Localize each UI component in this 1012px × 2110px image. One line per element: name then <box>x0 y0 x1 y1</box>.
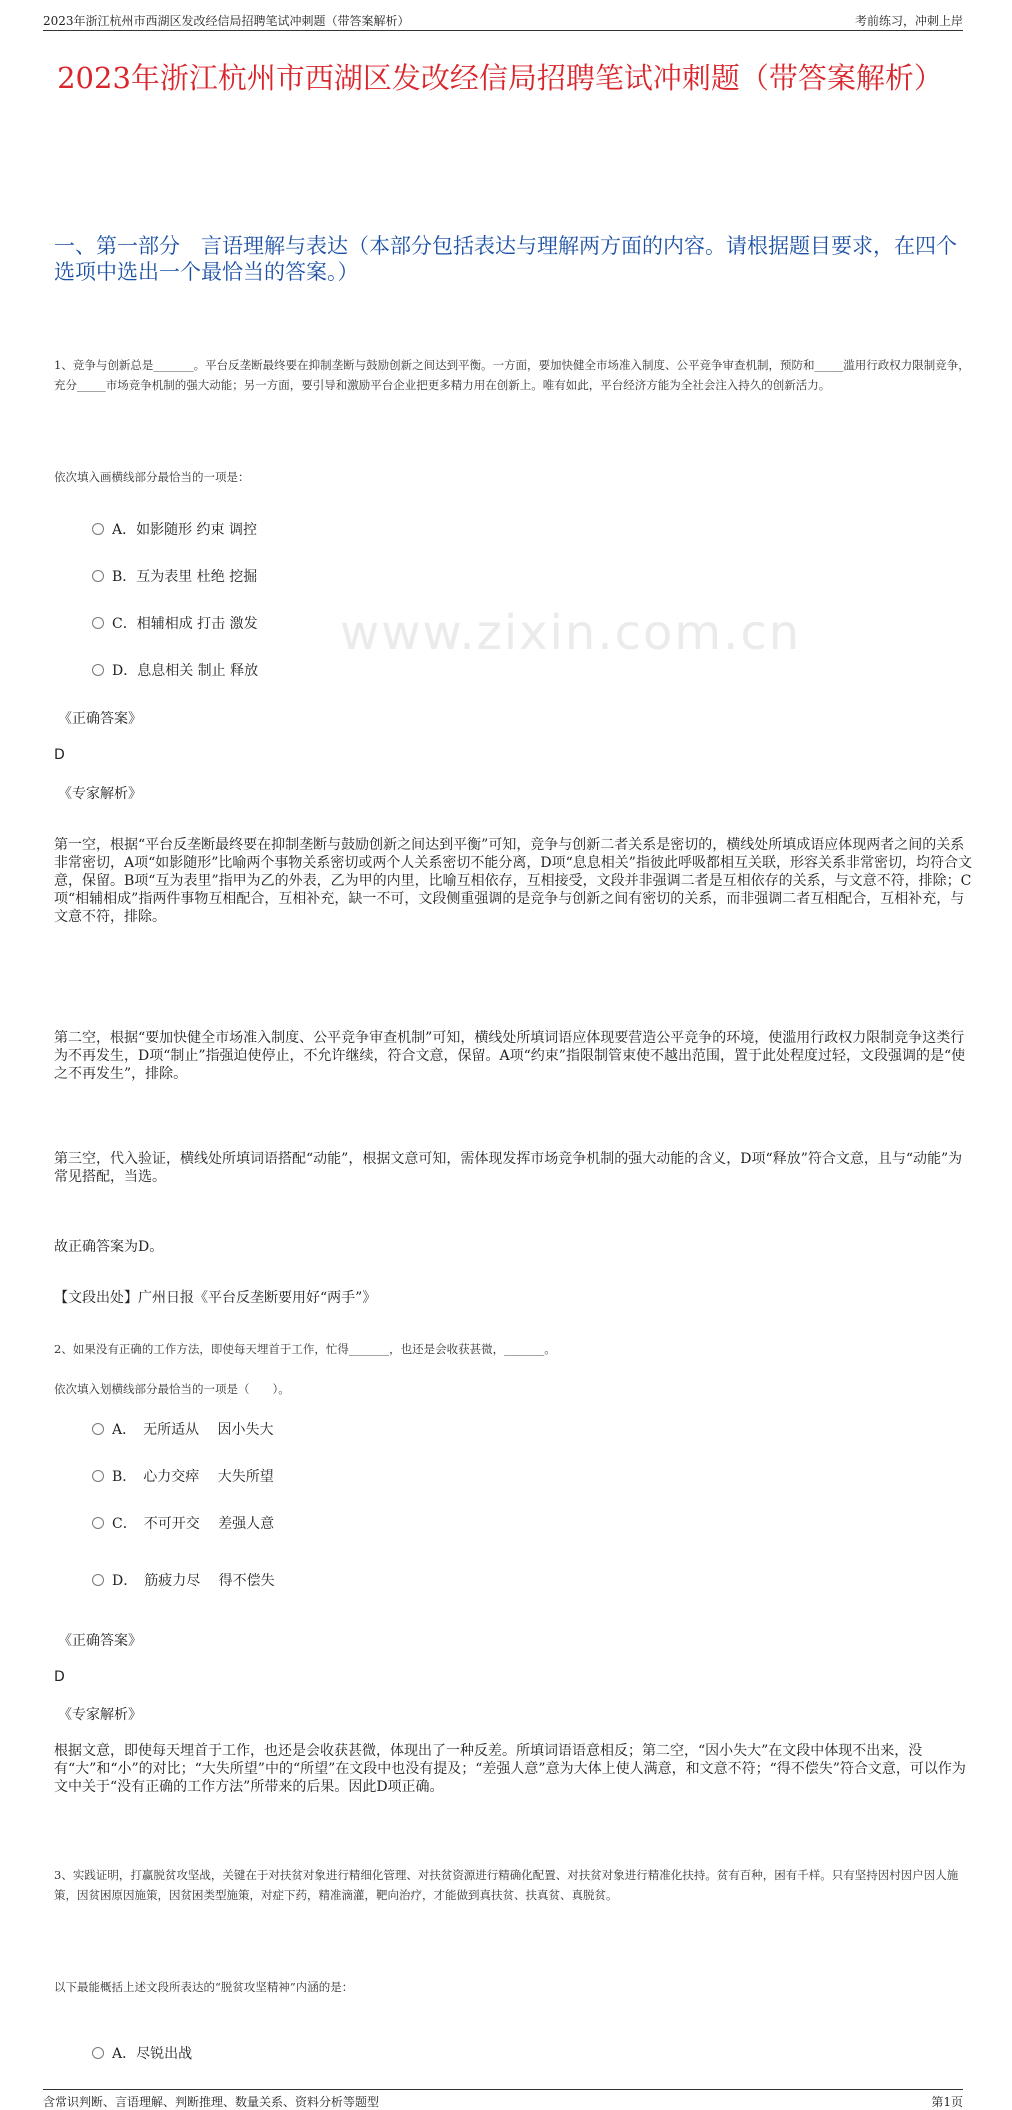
question-1-analysis-p2: 第二空，根据“要加快健全市场准入制度、公平竞争审查机制”可知，横线处所填词语应体现要营造公平竞争的环境，使滥用行政权力限制竞争这类行为不再发生，D项“制止”指强迫使停止，不允许继续，符合文意，保留。A项“约束”指限制管束使不越出范围，置于此处程度过轻，文段强调的是“使之不再发生”，排除。 <box>54 1030 966 1082</box>
option-label: A．如影随形 约束 调控 <box>112 522 258 538</box>
option-label: D． 筋疲力尽 得不偿失 <box>112 1573 275 1589</box>
footer-text: 含常识判断、言语理解、判断推理、数量关系、资料分析等题型 <box>43 2095 380 2109</box>
radio-icon[interactable] <box>92 570 104 582</box>
question-2-answer: D <box>54 1669 65 1685</box>
radio-icon[interactable] <box>92 1517 104 1529</box>
watermark: www.zixin.com.cn <box>340 605 802 661</box>
question-1-answer: D <box>54 747 65 763</box>
question-2-text: 2、如果没有正确的工作方法，即使每天埋首于工作，忙得_______，也还是会收获甚微，_______。 <box>54 1342 556 1356</box>
question-1-analysis-p1: 第一空，根据“平台反垄断最终要在抑制垄断与鼓励创新之间达到平衡”可知，竞争与创新二者关系是密切的，横线处所填成语应体现两者之间的关系非常密切，A项“如影随形”比喻两个事物关系密切或两个人关系密切不能分离，D项“息息相关”指彼此呼吸都相互关联，形容关系非常密切，均符合文意，保留。B项“互为表里”指甲为乙的外表，乙为甲的内里，比喻互相依存，互相接受，文段并非强调二者是互相依存的关系，与文意不符，排除；C项“相辅相成”指两件事物互相配合，互相补充，缺一不可，文段侧重强调的是竞争与创新之间有密切的关系，而非强调二者互相配合，互相补充，与文意不符，排除。 <box>54 837 972 925</box>
option-label: D．息息相关 制止 释放 <box>112 663 259 679</box>
page-number: 第1页 <box>931 2095 963 2109</box>
question-1-source: 【文段出处】广州日报《平台反垄断要用好“两手”》 <box>54 1290 377 1306</box>
radio-icon[interactable] <box>92 664 104 676</box>
option-label: C．相辅相成 打击 激发 <box>112 616 258 632</box>
question-1-option-a[interactable] <box>92 519 1012 539</box>
option-label: A．尽锐出战 <box>112 2046 193 2062</box>
question-2-analysis: 根据文意，即使每天埋首于工作，也还是会收获甚微，体现出了一种反差。所填词语语意相反；第二空，“因小失大”在文段中体现不出来，没有“大”和“小”的对比；“大失所望”中的“所望”在文段中也没有提及；“差强人意”意为大体上使人满意，和文意不符；“得不偿失”符合文意，可以作为文中关于“没有正确的工作方法”所带来的后果。因此D项正确。 <box>54 1743 966 1795</box>
page-title: 2023年浙江杭州市西湖区发改经信局招聘笔试冲刺题（带答案解析） <box>57 61 943 95</box>
question-1-option-c[interactable] <box>92 613 1012 633</box>
question-1-text: 1、竞争与创新总是_______。平台反垄断最终要在抑制垄断与鼓励创新之间达到平衡。一方面，要加快健全市场准入制度、公平竞争审查机制，预防和_____滥用行政权力限制竞争，充分_____市场竞争机制的强大动能；另一方面，要引导和激励平台企业把更多精力用在创新上。唯有如此，平台经济方能为全社会注入持久的创新活力。 <box>54 358 970 392</box>
question-1-option-b[interactable] <box>92 566 1012 586</box>
question-1-answer-label: 《正确答案》 <box>58 711 142 727</box>
question-3-option-a[interactable] <box>92 2043 1012 2063</box>
question-3-prompt: 以下最能概括上述文段所表达的“脱贫攻坚精神”内涵的是： <box>54 1980 354 1994</box>
radio-icon[interactable] <box>92 1470 104 1482</box>
question-2-analysis-label: 《专家解析》 <box>58 1707 142 1723</box>
question-2-option-c[interactable] <box>92 1513 1012 1533</box>
question-2-option-d[interactable] <box>92 1570 1012 1590</box>
option-label: B． 心力交瘁 大失所望 <box>112 1469 274 1485</box>
question-1-prompt: 依次填入画横线部分最恰当的一项是： <box>54 470 250 484</box>
header-title: 2023年浙江杭州市西湖区发改经信局招聘笔试冲刺题（带答案解析） <box>43 14 410 28</box>
section-title: 一、第一部分 言语理解与表达（本部分包括表达与理解两方面的内容。请根据题目要求，在四个选项中选出一个最恰当的答案。） <box>54 234 957 284</box>
question-2-option-a[interactable] <box>92 1419 1012 1439</box>
page-header <box>43 12 963 31</box>
page-footer <box>43 2089 963 2110</box>
question-2-option-b[interactable] <box>92 1466 1012 1486</box>
radio-icon[interactable] <box>92 2047 104 2059</box>
question-1-option-d[interactable] <box>92 660 1012 680</box>
question-3-text: 3、实践证明，打赢脱贫攻坚战，关键在于对扶贫对象进行精细化管理、对扶贫资源进行精确化配置、对扶贫对象进行精准化扶持。贫有百种，困有千样。只有坚持因村因户因人施策，因贫困原因施策，因贫困类型施策，对症下药，精准滴灌，靶向治疗，才能做到真扶贫、扶真贫、真脱贫。 <box>54 1868 959 1902</box>
option-label: C． 不可开交 差强人意 <box>112 1516 275 1532</box>
question-2-answer-label: 《正确答案》 <box>58 1633 142 1649</box>
radio-icon[interactable] <box>92 523 104 535</box>
option-label: B．互为表里 杜绝 挖掘 <box>112 569 258 585</box>
question-2-prompt: 依次填入划横线部分最恰当的一项是（ ）。 <box>54 1382 290 1396</box>
radio-icon[interactable] <box>92 1574 104 1586</box>
question-1-analysis-p3: 第三空，代入验证，横线处所填词语搭配“动能”，根据文意可知，需体现发挥市场竞争机制的强大动能的含义，D项“释放”符合文意，且与“动能”为常见搭配，当选。 <box>54 1151 963 1185</box>
radio-icon[interactable] <box>92 1423 104 1435</box>
radio-icon[interactable] <box>92 617 104 629</box>
header-slogan: 考前练习，冲刺上岸 <box>854 14 963 28</box>
option-label: A． 无所适从 因小失大 <box>112 1422 274 1438</box>
question-1-analysis-p4: 故正确答案为D。 <box>54 1239 164 1255</box>
question-1-analysis-label: 《专家解析》 <box>58 786 142 802</box>
